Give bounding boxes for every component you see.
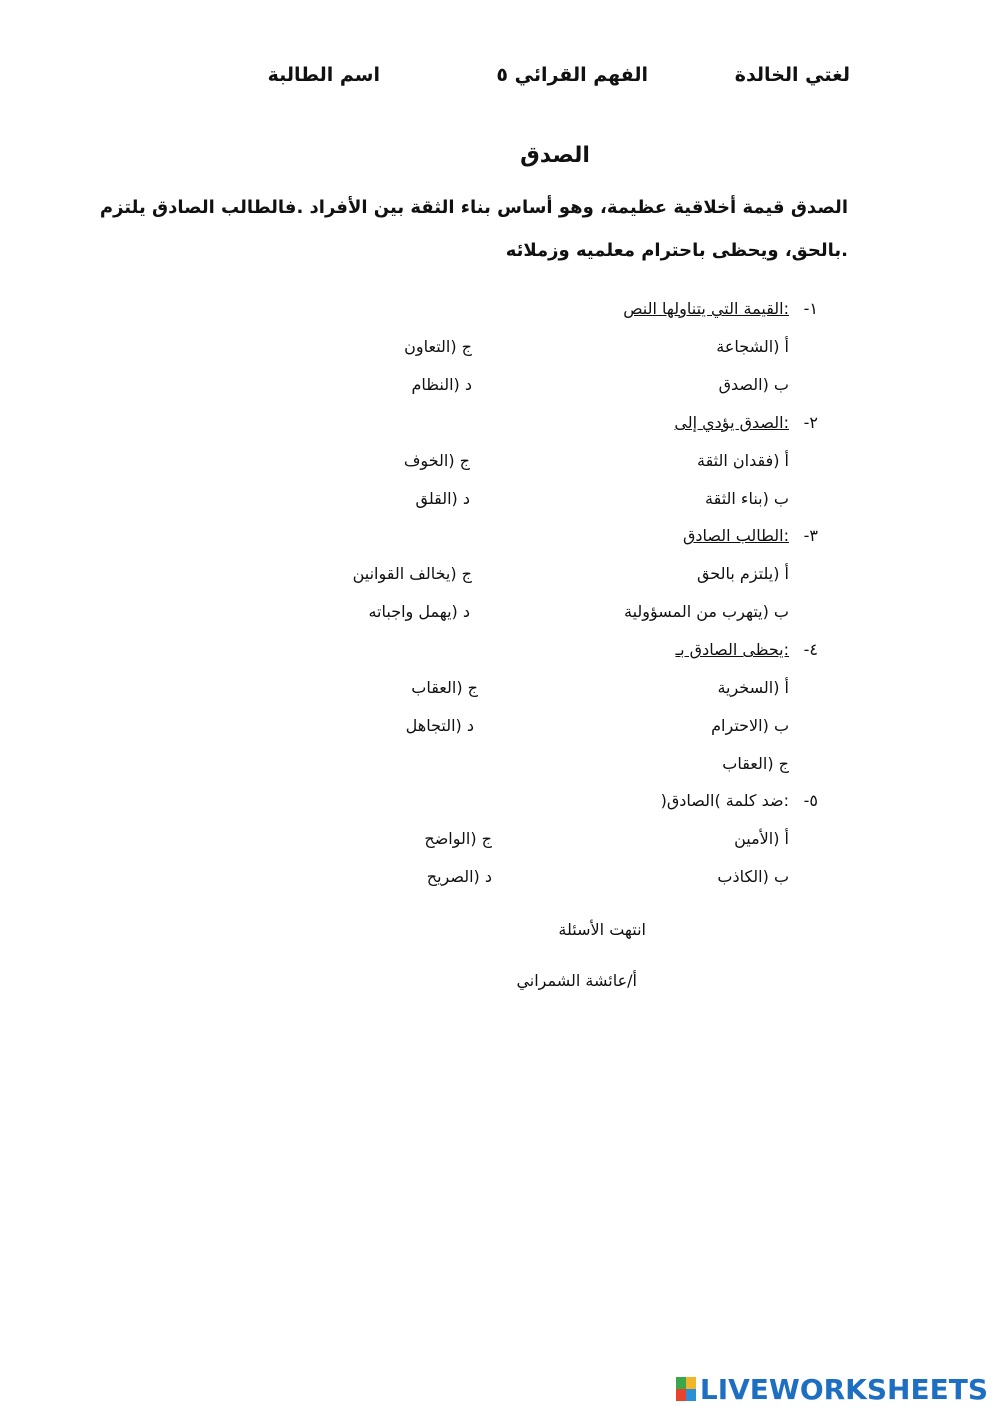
question-4-option-b[interactable]: ب (الاحترام [711, 716, 789, 735]
question-4-option-extra[interactable]: ج (العقاب [722, 754, 789, 773]
question-1-option-c[interactable]: ج (التعاون [404, 337, 472, 356]
question-3-option-d[interactable]: د (يهمل واجباته [368, 602, 470, 621]
question-1-text-label: :القيمة التي يتناولها النص [623, 299, 789, 318]
page-title: الصدق [520, 143, 590, 168]
question-1-option-a[interactable]: أ (الشجاعة [716, 337, 789, 356]
question-5-option-a[interactable]: أ (الأمين [734, 829, 789, 848]
question-3-option-a[interactable]: أ (يلتزم بالحق [696, 564, 789, 583]
question-3-option-c[interactable]: ج (يخالف القوانين [352, 564, 472, 583]
question-4-option-d[interactable]: د (التجاهل [405, 716, 474, 735]
paragraph-line-2: .بالحق، ويحظى باحترام معلميه وزملائه [505, 240, 848, 261]
paragraph-line-1: الصدق قيمة أخلاقية عظيمة، وهو أساس بناء الثقة بين الأفراد .فالطالب الصادق يلتزم [99, 197, 848, 218]
question-5-option-d[interactable]: د (الصريح [426, 867, 492, 886]
question-5-text-label: :ضد كلمة )الصادق( [660, 791, 789, 810]
subject-label: لغتي الخالدة [734, 64, 850, 86]
question-3-option-b[interactable]: ب (يتهرب من المسؤولية [624, 602, 789, 621]
question-2-option-c[interactable]: ج (الخوف [403, 451, 470, 470]
question-2-option-a[interactable]: أ (فقدان الثقة [696, 451, 789, 470]
liveworksheets-logo-icon [676, 1377, 696, 1401]
end-of-questions: انتهت الأسئلة [558, 920, 646, 939]
question-5-option-c[interactable]: ج (الواضح [424, 829, 492, 848]
question-4-text-label: :يحظى الصادق بـ [675, 640, 789, 659]
lesson-label: الفهم القرائي ٥ [496, 64, 648, 86]
teacher-name: أ/عائشة الشمراني [516, 971, 637, 990]
question-5-text [661, 791, 789, 810]
question-2-option-d[interactable]: د (القلق [415, 489, 470, 508]
question-4-option-a[interactable]: أ (السخرية [717, 678, 789, 697]
question-2-text [674, 413, 789, 432]
logo-text: LIVEWORKSHEETS [699, 1372, 988, 1406]
student-name-label: اسم الطالبة [267, 64, 380, 86]
question-3-text [683, 526, 789, 545]
question-4-text [675, 640, 789, 659]
question-3-number: -٣ [803, 526, 818, 545]
liveworksheets-logo[interactable] [676, 1374, 988, 1404]
question-1-option-b[interactable]: ب (الصدق [718, 375, 789, 394]
question-3-text-label: :الطالب الصادق [683, 526, 789, 545]
question-2-text-label: :الصدق يؤدي إلى [674, 413, 789, 432]
question-1-option-d[interactable]: د (النظام [411, 375, 472, 394]
question-2-number: -٢ [803, 413, 818, 432]
question-5-option-b[interactable]: ب (الكاذب [717, 867, 789, 886]
question-4-number: -٤ [803, 640, 818, 659]
question-1-text [623, 299, 789, 318]
question-1-number: -١ [803, 299, 818, 318]
question-4-option-c[interactable]: ج (العقاب [411, 678, 478, 697]
question-2-option-b[interactable]: ب (بناء الثقة [705, 489, 789, 508]
question-5-number: -٥ [803, 791, 818, 810]
